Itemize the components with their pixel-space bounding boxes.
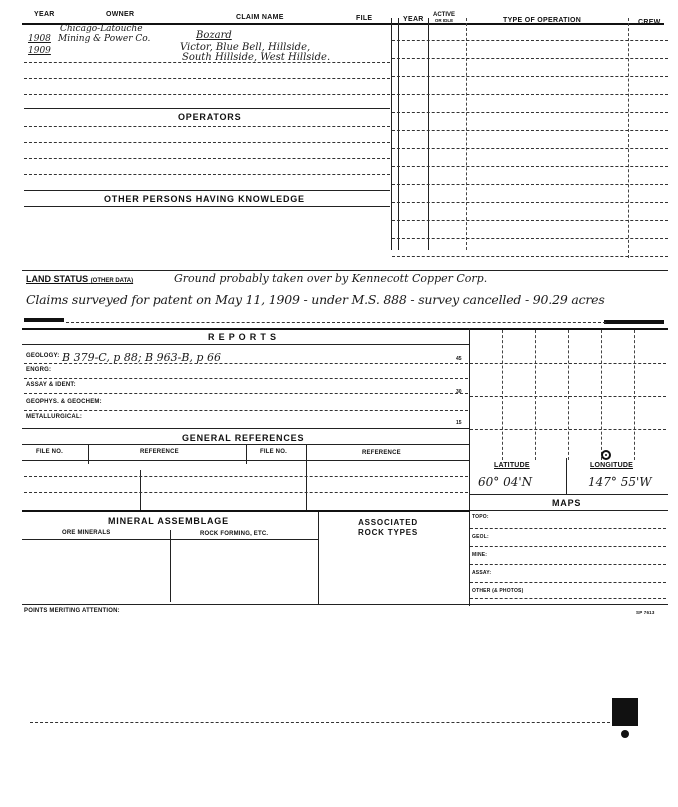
- geology-value: B 379-C, p 88; B 963-B, p 66: [62, 351, 221, 364]
- operators-label: OPERATORS: [178, 112, 242, 122]
- operation-row-rule: [392, 112, 668, 113]
- header-year-2: YEAR: [403, 16, 424, 23]
- maps-row-rule: [470, 564, 666, 565]
- land-status-sub: (OTHER DATA): [90, 278, 134, 284]
- maps-mine-label: MINE:: [472, 552, 488, 558]
- maps-title-rule: [470, 510, 668, 511]
- operator-row-rule: [24, 174, 390, 175]
- header-active-sub: OR IDLE: [434, 18, 454, 23]
- file-no-header-1: FILE NO.: [36, 449, 63, 455]
- grid-line: [568, 330, 569, 460]
- type-divider: [466, 18, 467, 250]
- reference-header-2: REFERENCE: [362, 450, 401, 456]
- owner-row-rule: [24, 62, 390, 63]
- engrg-label: ENGRG:: [26, 367, 52, 373]
- owner-row-rule: [24, 108, 390, 109]
- land-status-top-rule: [22, 270, 668, 271]
- ref-row-rule: [24, 492, 468, 493]
- geology-label: GEOLOGY:: [26, 353, 60, 359]
- active-divider: [428, 18, 429, 250]
- operation-row-rule: [392, 202, 668, 203]
- operation-row-rule: [392, 40, 668, 41]
- grid-line: [470, 363, 666, 364]
- header-owner: OWNER: [106, 11, 135, 18]
- operation-row-rule: [392, 148, 668, 149]
- maps-title: MAPS: [552, 498, 582, 508]
- maps-row-rule: [470, 582, 666, 583]
- points-meriting-attention-label: POINTS MERITING ATTENTION:: [24, 608, 120, 614]
- header-file: FILE: [356, 15, 373, 22]
- mineral-divider: [318, 512, 319, 604]
- grid-line: [634, 330, 635, 460]
- reports-row-rule: [24, 410, 468, 411]
- reports-title-rule: [22, 344, 470, 345]
- associated-label: ASSOCIATED: [358, 518, 418, 527]
- bottom-rule: [30, 722, 610, 723]
- location-marker-icon: [601, 450, 611, 460]
- latitude-value: 60° 04'N: [478, 475, 533, 489]
- header-crew: CREW: [638, 19, 661, 26]
- grid-line: [502, 330, 503, 460]
- maps-assay-label: ASSAY:: [472, 570, 492, 576]
- operation-row-rule: [392, 166, 668, 167]
- year-divider: [398, 18, 399, 250]
- general-references-title: GENERAL REFERENCES: [182, 433, 305, 443]
- mark-45: 45: [456, 356, 462, 362]
- reference-header-1: REFERENCE: [140, 449, 179, 455]
- mineral-bottom-rule: [22, 604, 668, 605]
- operator-row-rule: [24, 158, 390, 159]
- reports-row-rule: [24, 393, 468, 394]
- ref-row-rule: [24, 476, 468, 477]
- lat-long-divider: [566, 458, 567, 494]
- owner-line-1: Chicago-Latouche: [60, 24, 143, 34]
- crew-divider: [628, 18, 629, 258]
- reports-top-rule: [22, 328, 668, 330]
- claim-line-1: Bozard: [196, 30, 232, 41]
- land-status-line-2: Claims surveyed for patent on May 11, 1909 - under M.S. 888 - survey cancelled - 90.29 acres: [26, 292, 605, 307]
- mineral-divider: [170, 530, 171, 602]
- operation-row-rule: [392, 238, 668, 239]
- form-number: SP 7613: [636, 610, 655, 615]
- ref-divider: [246, 444, 247, 464]
- ref-divider: [306, 444, 307, 510]
- reports-row-rule: [24, 378, 468, 379]
- metallurgical-label: METALLURGICAL:: [26, 414, 83, 420]
- operator-row-rule: [24, 190, 390, 191]
- file-divider: [391, 18, 392, 250]
- owner-row-rule: [24, 94, 390, 95]
- owner-row-rule: [24, 78, 390, 79]
- land-status-rule: [66, 322, 606, 323]
- grid-line: [470, 429, 666, 430]
- file-no-header-2: FILE NO.: [260, 449, 287, 455]
- assay-label: ASSAY & IDENT:: [26, 382, 76, 388]
- black-mark: [24, 318, 64, 322]
- land-status-label-text: LAND STATUS: [26, 274, 89, 284]
- corner-black-box: [612, 698, 638, 726]
- operation-row-rule: [392, 130, 668, 131]
- operation-row-rule: [392, 94, 668, 95]
- header-year: YEAR: [34, 11, 55, 18]
- claim-line-3: South Hillside, West Hillside.: [182, 52, 331, 63]
- header-type-of-operation: TYPE OF OPERATION: [503, 17, 582, 24]
- header-claim-name: CLAIM NAME: [236, 14, 284, 21]
- ore-minerals-header: ORE MINERALS: [62, 530, 111, 536]
- maps-row-rule: [470, 546, 666, 547]
- longitude-label: LONGITUDE: [590, 462, 634, 469]
- entry-year-2: 1909: [28, 46, 51, 56]
- grid-line: [535, 330, 536, 460]
- associated-rock-types-header: [358, 518, 418, 538]
- ref-divider: [88, 444, 89, 464]
- header-active-label: ACTIVE: [433, 12, 456, 18]
- geophys-label: GEOPHYS. & GEOCHEM:: [26, 399, 102, 405]
- land-status-line-1: Ground probably taken over by Kennecott Copper Corp.: [174, 272, 488, 285]
- entry-year-1: 1908: [28, 34, 51, 44]
- latitude-label: LATITUDE: [494, 462, 530, 469]
- grid-line: [470, 396, 666, 397]
- mark-15: 15: [456, 420, 462, 426]
- operation-row-rule: [392, 184, 668, 185]
- other-persons-label: OTHER PERSONS HAVING KNOWLEDGE: [104, 194, 305, 204]
- rock-types-label: ROCK TYPES: [358, 528, 419, 537]
- mineral-assemblage-title: MINERAL ASSEMBLAGE: [108, 516, 229, 526]
- lat-long-rule: [470, 494, 668, 495]
- operator-row-rule: [24, 126, 390, 127]
- black-mark: [604, 320, 664, 324]
- other-persons-rule: [24, 206, 390, 207]
- maps-row-rule: [470, 528, 666, 529]
- maps-other-label: OTHER (& PHOTOS): [472, 588, 524, 594]
- general-references-bottom-rule: [22, 510, 470, 512]
- maps-geol-label: GEOL:: [472, 534, 489, 540]
- reports-bottom-rule: [22, 428, 470, 429]
- operation-row-rule: [392, 220, 668, 221]
- owner-line-2: Mining & Power Co.: [58, 34, 151, 44]
- maps-topo-label: TOPO:: [472, 514, 489, 520]
- grid-line: [601, 330, 602, 460]
- mark-30: 30: [456, 389, 462, 395]
- operator-row-rule: [24, 142, 390, 143]
- operation-row-rule: [392, 76, 668, 77]
- operation-row-rule: [392, 256, 668, 257]
- punch-hole-icon: [621, 730, 629, 738]
- reports-row-rule: [24, 363, 468, 364]
- maps-row-rule: [470, 598, 666, 599]
- rock-forming-header: ROCK FORMING, ETC.: [200, 531, 269, 537]
- reports-title: R E P O R T S: [208, 332, 277, 342]
- longitude-value: 147° 55'W: [588, 475, 652, 489]
- claim-line-2: Victor, Blue Bell, Hillside,: [180, 42, 311, 53]
- operation-row-rule: [392, 58, 668, 59]
- land-status-label: [26, 274, 133, 284]
